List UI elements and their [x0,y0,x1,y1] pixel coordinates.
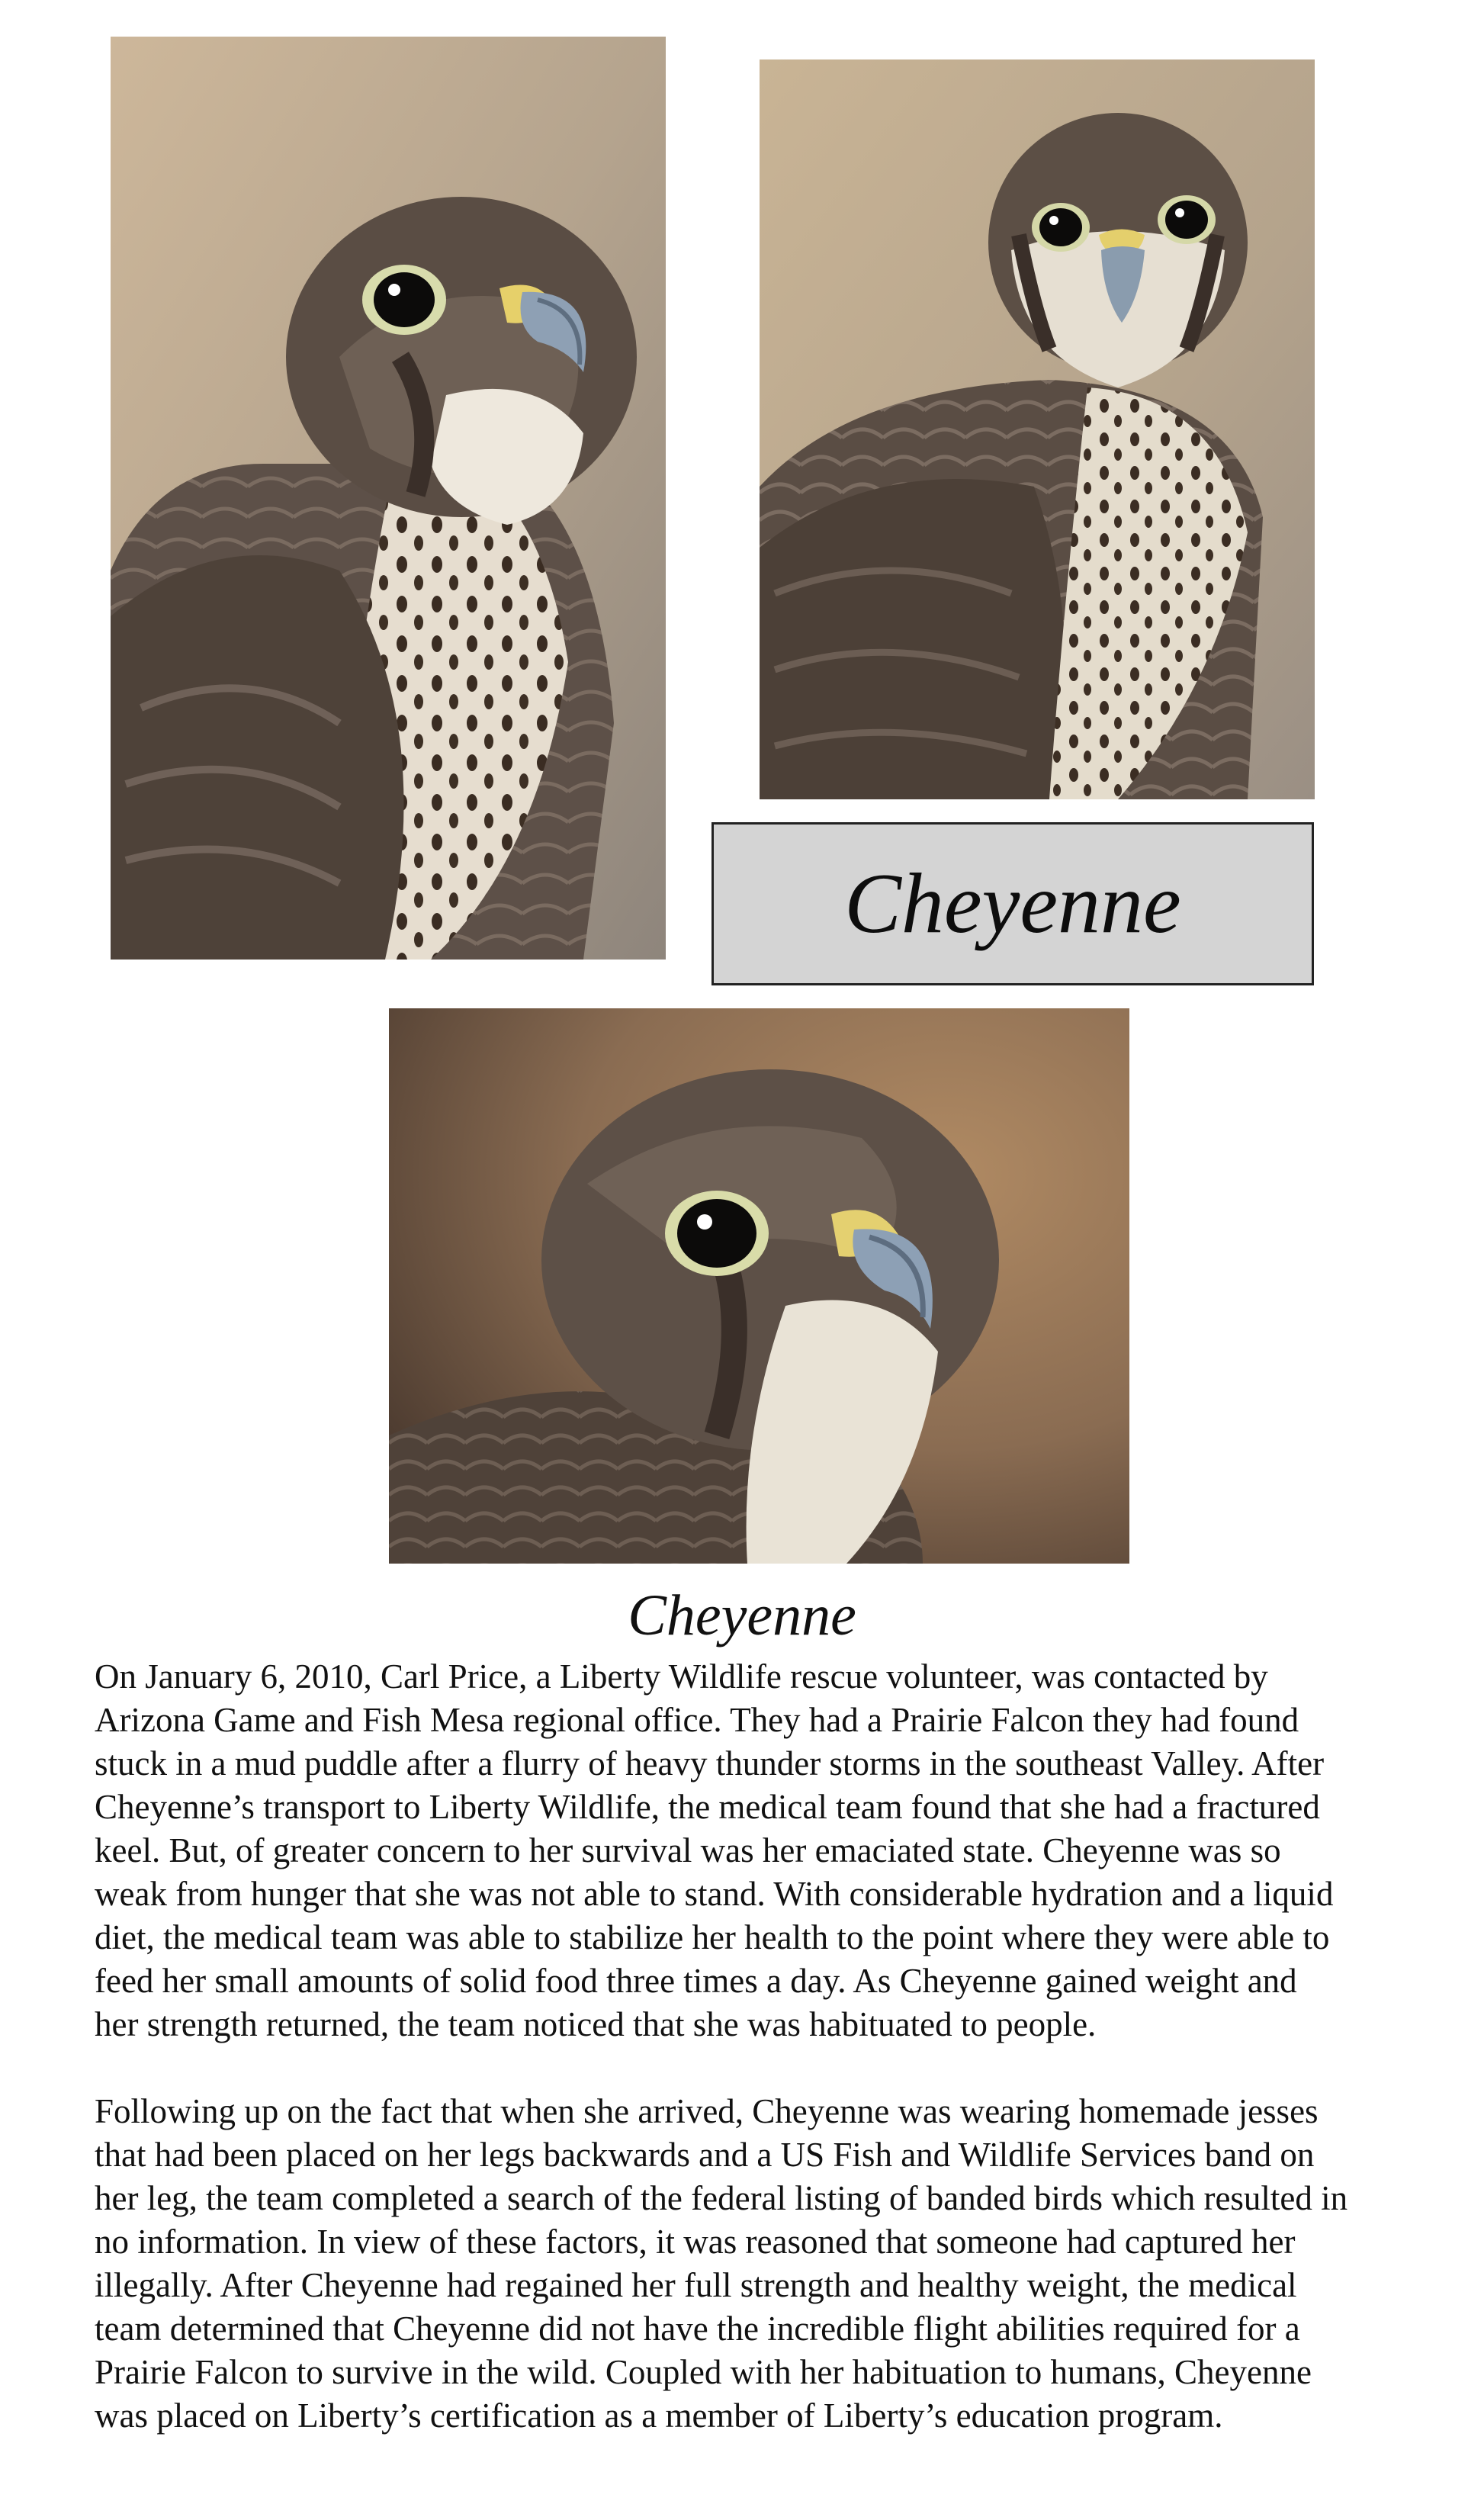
paragraph-1-line: feed her small amounts of solid food three times a day. As Cheyenne gained weight and [95,1962,1297,2000]
paragraph-1-line: diet, the medical team was able to stabilize her health to the point where they were able to [95,1918,1330,1956]
falcon-photo-profile [111,37,666,960]
paragraph-1-line: her strength returned, the team noticed that she was habituated to people. [95,2005,1097,2043]
falcon-photo-closeup [389,1008,1129,1564]
paragraph-1-line: keel. But, of greater concern to her survival was her emaciated state. Cheyenne was so [95,1831,1281,1869]
paragraph-2-line: that had been placed on her legs backwards and a US Fish and Wildlife Services band on [95,2136,1315,2174]
paragraph-2-line: illegally. After Cheyenne had regained her full strength and healthy weight, the medical [95,2266,1297,2304]
falcon-photo-front [760,59,1315,799]
paragraph-2-line: Following up on the fact that when she arrived, Cheyenne was wearing homemade jesses [95,2092,1319,2130]
paragraph-1-line: weak from hunger that she was not able to stand. With considerable hydration and a liquid [95,1875,1334,1913]
paragraph-1-line: Arizona Game and Fish Mesa regional office. They had a Prairie Falcon they had found [95,1701,1299,1739]
paragraph-2-line: team determined that Cheyenne did not have the incredible flight abilities required for a [95,2310,1300,2348]
paragraph-1-line: On January 6, 2010, Carl Price, a Liberty Wildlife rescue volunteer, was contacted by [95,1657,1268,1696]
paragraph-2-line: Prairie Falcon to survive in the wild. Coupled with her habituation to humans, Cheyenne [95,2353,1312,2391]
story-text [95,1655,1406,2438]
falcon-closeup-illustration [389,1008,1129,1564]
paragraph-2-line: no information. In view of these factors, it was reasoned that someone had captured her [95,2223,1296,2261]
name-label: Cheyenne [844,856,1181,951]
paragraph-1-line: stuck in a mud puddle after a flurry of heavy thunder storms in the southeast Valley. After [95,1744,1325,1782]
paragraph-1-line: Cheyenne’s transport to Liberty Wildlife, the medical team found that she had a fractured [95,1788,1320,1826]
falcon-front-illustration [760,59,1315,799]
name-label-box [711,822,1314,985]
paragraph-2-line: was placed on Liberty’s certification as a member of Liberty’s education program. [95,2396,1223,2435]
page-heading: Cheyenne [628,1583,856,1647]
paragraph-spacer [95,2046,1406,2090]
falcon-profile-illustration [111,37,666,960]
paragraph-2-line: her leg, the team completed a search of the federal listing of banded birds which resulted in [95,2179,1348,2217]
